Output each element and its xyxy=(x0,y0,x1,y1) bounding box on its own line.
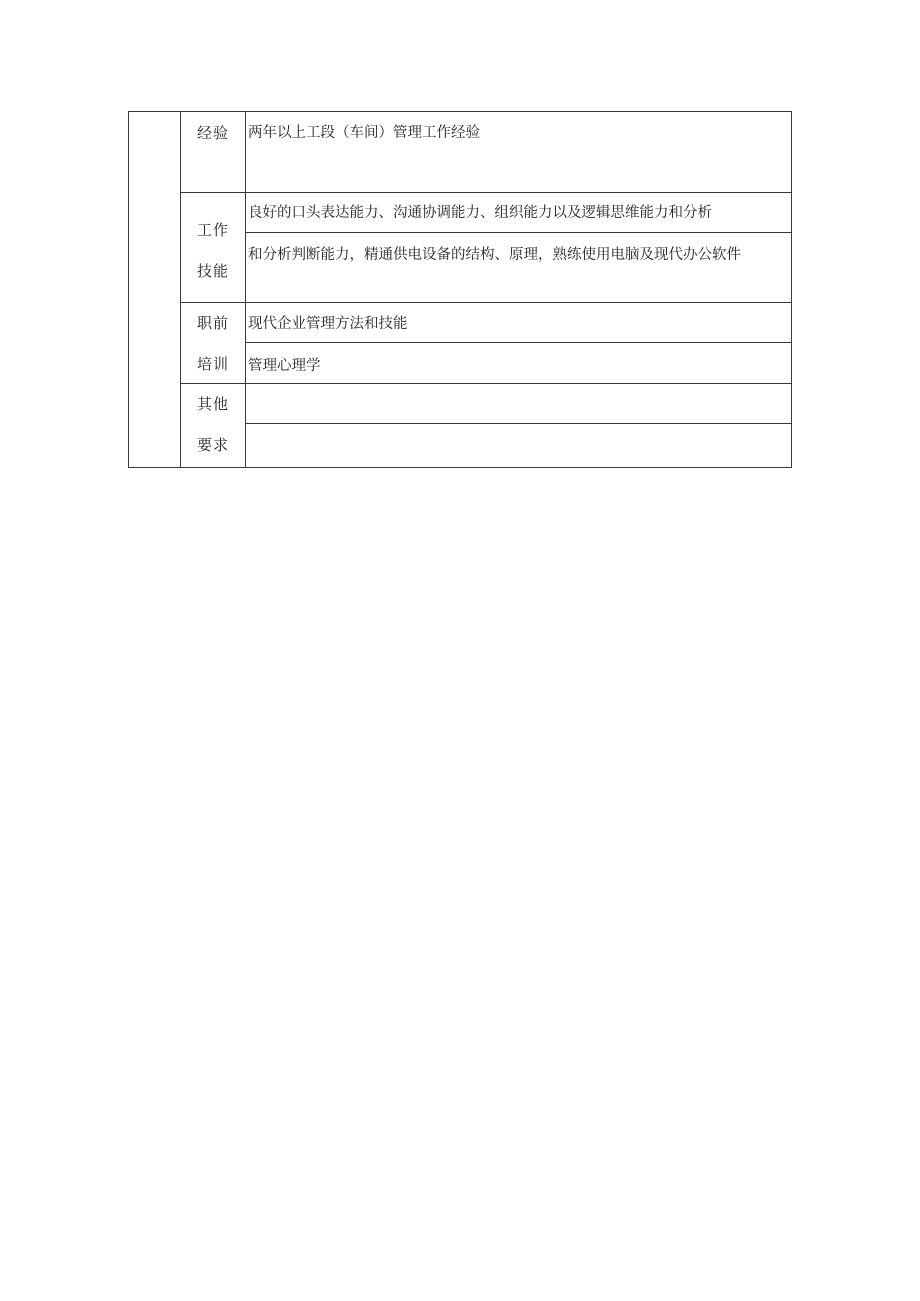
category-experience-label: 经验 xyxy=(196,124,229,142)
content-training-row-2 xyxy=(246,343,791,384)
category-skills xyxy=(181,193,245,303)
category-skills-label-line1: 工作 xyxy=(196,221,229,239)
content-other-row-2 xyxy=(246,424,791,469)
content-skills-row-2 xyxy=(246,233,791,303)
training-item-2: 管理心理学 xyxy=(248,358,321,374)
category-training-label-line2: 培训 xyxy=(196,355,229,373)
training-item-1: 现代企业管理方法和技能 xyxy=(248,316,408,332)
blank-left-column xyxy=(129,112,181,467)
content-skills-row-1 xyxy=(246,193,791,233)
skills-item-1: 良好的口头表达能力、沟通协调能力、组织能力以及逻辑思维能力和分析 xyxy=(248,205,712,221)
category-column xyxy=(181,112,246,467)
category-other xyxy=(181,384,245,469)
requirements-table xyxy=(128,111,792,468)
experience-item-1: 两年以上工段（车间）管理工作经验 xyxy=(248,125,480,141)
category-experience xyxy=(181,112,245,193)
category-training-label-line1: 职前 xyxy=(196,314,229,332)
category-skills-label-line2: 技能 xyxy=(196,262,229,280)
content-column xyxy=(246,112,791,467)
category-other-label-line2: 要求 xyxy=(196,436,229,454)
category-training xyxy=(181,303,245,384)
skills-item-2: 和分析判断能力，精通供电设备的结构、原理，熟练使用电脑及现代办公软件 xyxy=(248,247,741,263)
content-other-row-1 xyxy=(246,384,791,424)
content-training-row-1 xyxy=(246,303,791,343)
content-experience xyxy=(246,112,791,193)
category-other-label-line1: 其他 xyxy=(196,395,229,413)
